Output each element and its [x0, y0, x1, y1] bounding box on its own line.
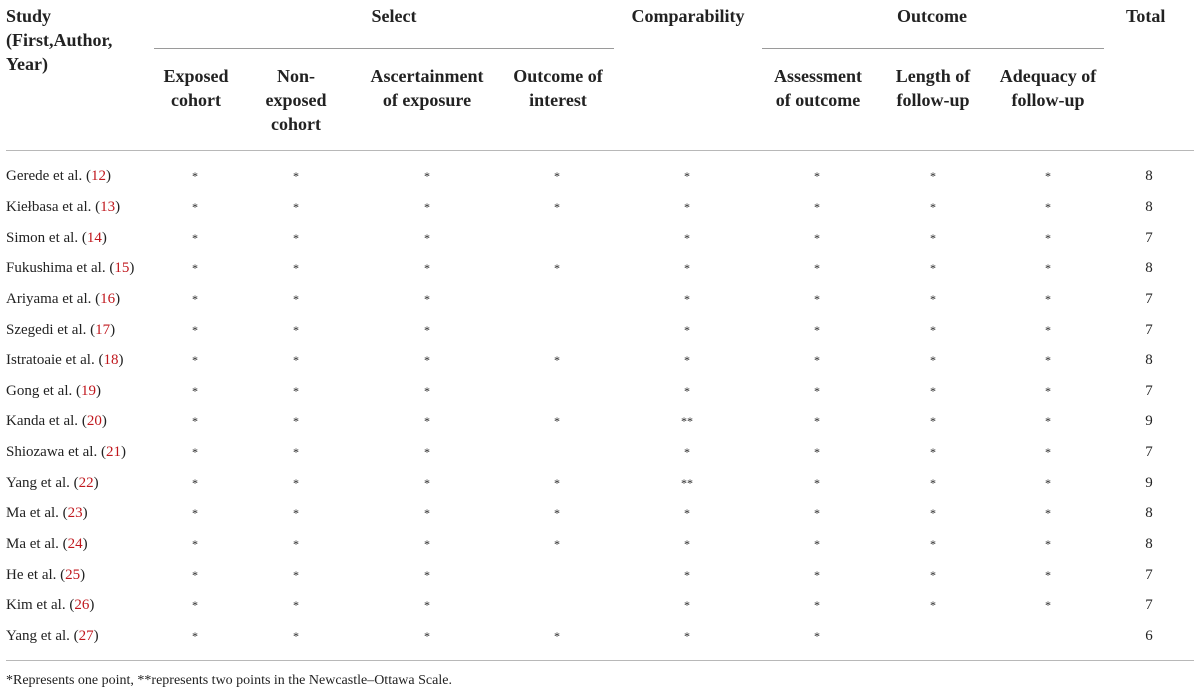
col-header-adequacy	[986, 64, 1110, 112]
score-total: 8	[1145, 168, 1153, 184]
col-header-length	[880, 64, 986, 112]
outcome-group-rule	[762, 48, 1104, 49]
score-assessment: *	[814, 231, 820, 245]
score-comparability: *	[684, 353, 690, 367]
score-adequacy: *	[1045, 200, 1051, 214]
score-length: *	[930, 231, 936, 245]
col-header-line: cohort	[271, 114, 321, 134]
table-row	[0, 381, 1200, 411]
score-assessment: *	[814, 506, 820, 520]
study-cell: Simon et al. (14)	[6, 230, 107, 246]
score-outcome-interest: *	[554, 261, 560, 275]
score-adequacy: *	[1045, 261, 1051, 275]
score-outcome-interest: *	[554, 506, 560, 520]
author: Istratoaie et al.	[6, 352, 95, 368]
col-header-ascertainment	[354, 64, 500, 112]
score-outcome-interest: *	[554, 537, 560, 551]
author: Fukushima et al.	[6, 260, 106, 276]
study-cell: Szegedi et al. (17)	[6, 322, 116, 338]
score-nonexposed: *	[293, 169, 299, 183]
score-ascertainment: *	[424, 506, 430, 520]
score-comparability: *	[684, 292, 690, 306]
header-bottom-rule	[6, 150, 1194, 151]
score-ascertainment: *	[424, 353, 430, 367]
score-comparability: *	[684, 506, 690, 520]
score-total: 8	[1145, 505, 1153, 521]
col-header-line: Ascertainment	[370, 66, 484, 86]
score-outcome-interest: *	[554, 169, 560, 183]
score-outcome-interest: *	[554, 353, 560, 367]
score-length: *	[930, 261, 936, 275]
score-outcome-interest: *	[554, 200, 560, 214]
header-study-line: (First,Author,	[6, 30, 113, 50]
score-adequacy: *	[1045, 506, 1051, 520]
reference-link[interactable]: 22	[78, 475, 94, 491]
study-cell: Gerede et al. (12)	[6, 168, 111, 184]
score-nonexposed: *	[293, 629, 299, 643]
table-row	[0, 565, 1200, 595]
score-exposed: *	[192, 537, 198, 551]
score-nonexposed: *	[293, 231, 299, 245]
score-nonexposed: *	[293, 445, 299, 459]
score-adequacy: *	[1045, 568, 1051, 582]
reference-link[interactable]: 21	[105, 444, 121, 460]
score-comparability: **	[681, 476, 693, 490]
score-exposed: *	[192, 261, 198, 275]
score-exposed: *	[192, 414, 198, 428]
score-ascertainment: *	[424, 384, 430, 398]
col-header-exposed-cohort	[146, 64, 246, 112]
table-row	[0, 197, 1200, 227]
score-assessment: *	[814, 353, 820, 367]
score-length: *	[930, 598, 936, 612]
score-nonexposed: *	[293, 537, 299, 551]
score-assessment: *	[814, 476, 820, 490]
score-total: 7	[1145, 322, 1153, 338]
table-row	[0, 626, 1200, 656]
table-row	[0, 411, 1200, 441]
score-total: 9	[1145, 475, 1153, 491]
reference-link[interactable]: 26	[74, 597, 90, 613]
score-exposed: *	[192, 200, 198, 214]
col-header-line: of exposure	[382, 90, 472, 110]
col-header-line: Assessment	[774, 66, 862, 86]
score-ascertainment: *	[424, 568, 430, 582]
score-comparability: *	[684, 384, 690, 398]
score-adequacy: *	[1045, 353, 1051, 367]
score-ascertainment: *	[424, 414, 430, 428]
score-ascertainment: *	[424, 292, 430, 306]
score-comparability: *	[684, 598, 690, 612]
score-ascertainment: *	[424, 537, 430, 551]
author: Gerede et al.	[6, 168, 83, 184]
score-total: 8	[1145, 260, 1153, 276]
reference-link[interactable]: 12	[90, 168, 106, 184]
header-comparability: Comparability	[631, 6, 745, 26]
col-header-line: follow-up	[1011, 90, 1085, 110]
score-ascertainment: *	[424, 261, 430, 275]
reference-link[interactable]: 18	[103, 352, 119, 368]
col-header-line: Adequacy of	[999, 66, 1097, 86]
select-group-rule	[154, 48, 614, 49]
col-header-line: Non-	[276, 66, 315, 86]
author: He et al.	[6, 567, 57, 583]
score-outcome-interest: *	[554, 629, 560, 643]
study-cell: Shiozawa et al. (21)	[6, 444, 126, 460]
author: Kanda et al.	[6, 413, 79, 429]
score-outcome-interest: *	[554, 476, 560, 490]
score-total: 8	[1145, 352, 1153, 368]
score-assessment: *	[814, 292, 820, 306]
score-comparability: *	[684, 445, 690, 459]
score-total: 6	[1145, 628, 1153, 644]
reference-link[interactable]: 27	[78, 628, 94, 644]
score-assessment: *	[814, 537, 820, 551]
reference-link[interactable]: 20	[86, 413, 102, 429]
score-exposed: *	[192, 506, 198, 520]
table-row	[0, 503, 1200, 533]
score-exposed: *	[192, 231, 198, 245]
score-total: 7	[1145, 597, 1153, 613]
col-header-nonexposed-cohort	[246, 64, 346, 136]
table-bottom-rule	[6, 660, 1194, 661]
score-total: 7	[1145, 291, 1153, 307]
score-outcome-interest: *	[554, 414, 560, 428]
score-comparability: *	[684, 231, 690, 245]
score-nonexposed: *	[293, 323, 299, 337]
score-exposed: *	[192, 169, 198, 183]
score-nonexposed: *	[293, 384, 299, 398]
score-total: 8	[1145, 536, 1153, 552]
table-row	[0, 289, 1200, 319]
score-adequacy: *	[1045, 537, 1051, 551]
score-length: *	[930, 323, 936, 337]
score-assessment: *	[814, 568, 820, 582]
header-study-line: Year)	[6, 54, 48, 74]
score-length: *	[930, 568, 936, 582]
score-ascertainment: *	[424, 231, 430, 245]
study-cell: Ma et al. (24)	[6, 536, 88, 552]
header-total: Total	[1126, 6, 1166, 26]
score-total: 7	[1145, 383, 1153, 399]
score-total: 7	[1145, 444, 1153, 460]
reference-link[interactable]: 23	[67, 505, 83, 521]
table-row	[0, 350, 1200, 380]
author: Shiozawa et al.	[6, 444, 98, 460]
score-exposed: *	[192, 445, 198, 459]
score-length: *	[930, 292, 936, 306]
score-total: 9	[1145, 413, 1153, 429]
score-assessment: *	[814, 445, 820, 459]
score-exposed: *	[192, 292, 198, 306]
score-length: *	[930, 200, 936, 214]
author: Ma et al.	[6, 536, 59, 552]
reference-link[interactable]: 14	[86, 230, 102, 246]
study-cell: Istratoaie et al. (18)	[6, 352, 124, 368]
reference-link[interactable]: 25	[65, 567, 81, 583]
col-header-line: Outcome of	[513, 66, 603, 86]
score-exposed: *	[192, 353, 198, 367]
col-header-line: of outcome	[775, 90, 861, 110]
score-nonexposed: *	[293, 476, 299, 490]
study-cell: Kim et al. (26)	[6, 597, 95, 613]
author: Gong et al.	[6, 383, 73, 399]
score-nonexposed: *	[293, 200, 299, 214]
score-exposed: *	[192, 568, 198, 582]
reference-link[interactable]: 24	[67, 536, 83, 552]
score-exposed: *	[192, 598, 198, 612]
header-select: Select	[371, 6, 417, 26]
score-exposed: *	[192, 384, 198, 398]
header-outcome: Outcome	[897, 6, 967, 26]
score-comparability: *	[684, 537, 690, 551]
score-total: 8	[1145, 199, 1153, 215]
col-header-line: interest	[529, 90, 587, 110]
header-study-line: Study	[6, 6, 52, 26]
author: Yang et al.	[6, 475, 70, 491]
table-row	[0, 320, 1200, 350]
score-length: *	[930, 476, 936, 490]
score-length: *	[930, 353, 936, 367]
score-ascertainment: *	[424, 476, 430, 490]
score-assessment: *	[814, 200, 820, 214]
score-adequacy: *	[1045, 476, 1051, 490]
score-adequacy: *	[1045, 384, 1051, 398]
score-ascertainment: *	[424, 323, 430, 337]
author: Yang et al.	[6, 628, 70, 644]
study-cell: Ma et al. (23)	[6, 505, 88, 521]
table-footnote: *Represents one point, **represents two points in the Newcastle–Ottawa Scale.	[6, 673, 452, 688]
score-adequacy: *	[1045, 292, 1051, 306]
score-nonexposed: *	[293, 506, 299, 520]
score-ascertainment: *	[424, 598, 430, 612]
table-row	[0, 534, 1200, 564]
score-assessment: *	[814, 629, 820, 643]
author: Ma et al.	[6, 505, 59, 521]
score-adequacy: *	[1045, 231, 1051, 245]
table-row	[0, 166, 1200, 196]
score-exposed: *	[192, 323, 198, 337]
author: Ariyama et al.	[6, 291, 92, 307]
score-nonexposed: *	[293, 353, 299, 367]
study-cell: He et al. (25)	[6, 567, 86, 583]
score-comparability: **	[681, 414, 693, 428]
header-study	[6, 4, 112, 76]
col-header-line: cohort	[171, 90, 221, 110]
study-cell: Gong et al. (19)	[6, 383, 101, 399]
score-nonexposed: *	[293, 598, 299, 612]
score-length: *	[930, 537, 936, 551]
score-assessment: *	[814, 414, 820, 428]
reference-link[interactable]: 13	[100, 199, 116, 215]
table-row	[0, 258, 1200, 288]
col-header-line: Exposed	[163, 66, 229, 86]
study-cell: Ariyama et al. (16)	[6, 291, 121, 307]
score-length: *	[930, 506, 936, 520]
score-adequacy: *	[1045, 169, 1051, 183]
col-header-line: exposed	[265, 90, 327, 110]
score-assessment: *	[814, 261, 820, 275]
score-exposed: *	[192, 629, 198, 643]
score-assessment: *	[814, 169, 820, 183]
study-cell: Yang et al. (27)	[6, 628, 99, 644]
score-comparability: *	[684, 629, 690, 643]
study-cell: Kiełbasa et al. (13)	[6, 199, 121, 215]
score-nonexposed: *	[293, 261, 299, 275]
author: Kiełbasa et al.	[6, 199, 92, 215]
col-header-outcome-interest	[500, 64, 616, 112]
score-length: *	[930, 414, 936, 428]
score-nonexposed: *	[293, 568, 299, 582]
score-comparability: *	[684, 200, 690, 214]
score-assessment: *	[814, 323, 820, 337]
score-length: *	[930, 384, 936, 398]
score-total: 7	[1145, 567, 1153, 583]
score-comparability: *	[684, 323, 690, 337]
score-length: *	[930, 169, 936, 183]
col-header-line: follow-up	[896, 90, 970, 110]
study-cell: Fukushima et al. (15)	[6, 260, 135, 276]
score-comparability: *	[684, 568, 690, 582]
score-comparability: *	[684, 261, 690, 275]
table-row	[0, 442, 1200, 472]
author: Kim et al.	[6, 597, 66, 613]
score-ascertainment: *	[424, 169, 430, 183]
score-nonexposed: *	[293, 414, 299, 428]
table-row	[0, 228, 1200, 258]
score-length: *	[930, 445, 936, 459]
col-header-assessment	[760, 64, 876, 112]
study-cell: Kanda et al. (20)	[6, 413, 107, 429]
score-adequacy: *	[1045, 414, 1051, 428]
score-assessment: *	[814, 384, 820, 398]
score-adequacy: *	[1045, 323, 1051, 337]
author: Simon et al.	[6, 230, 79, 246]
reference-link[interactable]: 15	[114, 260, 130, 276]
table-row	[0, 473, 1200, 503]
score-assessment: *	[814, 598, 820, 612]
score-exposed: *	[192, 476, 198, 490]
score-ascertainment: *	[424, 445, 430, 459]
score-comparability: *	[684, 169, 690, 183]
table-row	[0, 595, 1200, 625]
score-adequacy: *	[1045, 598, 1051, 612]
author: Szegedi et al.	[6, 322, 87, 338]
score-nonexposed: *	[293, 292, 299, 306]
score-ascertainment: *	[424, 629, 430, 643]
score-total: 7	[1145, 230, 1153, 246]
study-cell: Yang et al. (22)	[6, 475, 99, 491]
reference-link[interactable]: 19	[80, 383, 96, 399]
reference-link[interactable]: 16	[100, 291, 116, 307]
reference-link[interactable]: 17	[95, 322, 111, 338]
score-ascertainment: *	[424, 200, 430, 214]
col-header-line: Length of	[895, 66, 971, 86]
score-adequacy: *	[1045, 445, 1051, 459]
